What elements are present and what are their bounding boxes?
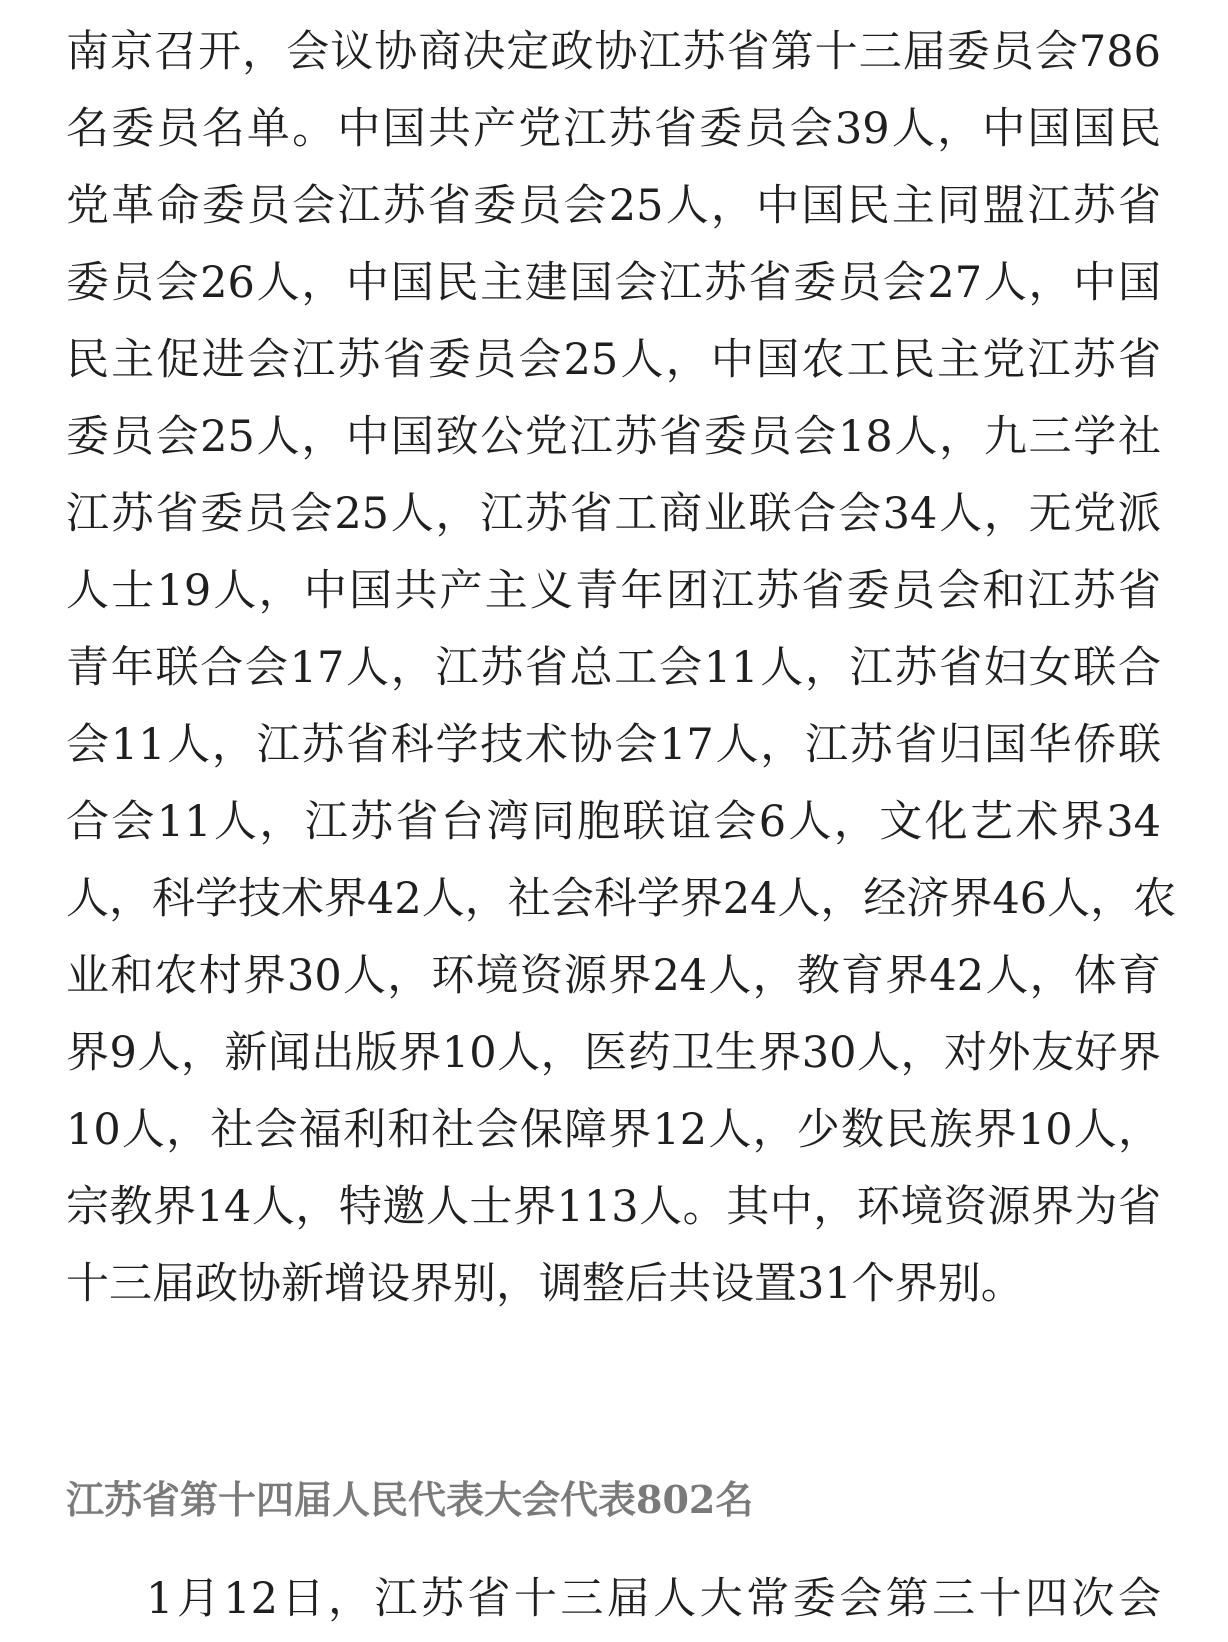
section-heading: 江苏省第十四届人民代表大会代表802名 [66, 1477, 754, 1522]
paragraph-line: 人士19人，中国共产主义青年团江苏省委员会和江苏省 [66, 566, 1161, 616]
paragraph-line: 南京召开，会议协商决定政协江苏省第十三届委员会786 [66, 27, 1161, 77]
paragraph-line: 人，科学技术界42人，社会科学界24人，经济界46人，农 [66, 874, 1177, 924]
paragraph-line: 青年联合会17人，江苏省总工会11人，江苏省妇女联合 [66, 643, 1161, 693]
paragraph-line: 会11人，江苏省科学技术协会17人，江苏省归国华侨联 [66, 720, 1161, 770]
paragraph-line: 委员会26人，中国民主建国会江苏省委员会27人，中国 [66, 258, 1161, 308]
paragraph-line: 10人，社会福利和社会保障界12人，少数民族界10人， [66, 1105, 1161, 1155]
paragraph-line: 委员会25人，中国致公党江苏省委员会18人，九三学社 [66, 412, 1161, 462]
paragraph-line: 江苏省委员会25人，江苏省工商业联合会34人，无党派 [66, 489, 1161, 539]
paragraph-line: 宗教界14人，特邀人士界113人。其中，环境资源界为省 [66, 1182, 1161, 1232]
paragraph-line: 界9人，新闻出版界10人，医药卫生界30人，对外友好界 [66, 1028, 1161, 1078]
paragraph-line: 名委员名单。中国共产党江苏省委员会39人，中国国民 [66, 104, 1161, 154]
section-first-line: 1月12日，江苏省十三届人大常委会第三十四次会 [146, 1574, 1161, 1624]
paragraph-line: 党革命委员会江苏省委员会25人，中国民主同盟江苏省 [66, 181, 1161, 231]
paragraph-line: 业和农村界30人，环境资源界24人，教育界42人，体育 [66, 951, 1161, 1001]
paragraph-line: 十三届政协新增设界别，调整后共设置31个界别。 [66, 1259, 1024, 1309]
paragraph-line: 民主促进会江苏省委员会25人，中国农工民主党江苏省 [66, 335, 1161, 385]
paragraph-line: 合会11人，江苏省台湾同胞联谊会6人，文化艺术界34 [66, 797, 1161, 847]
